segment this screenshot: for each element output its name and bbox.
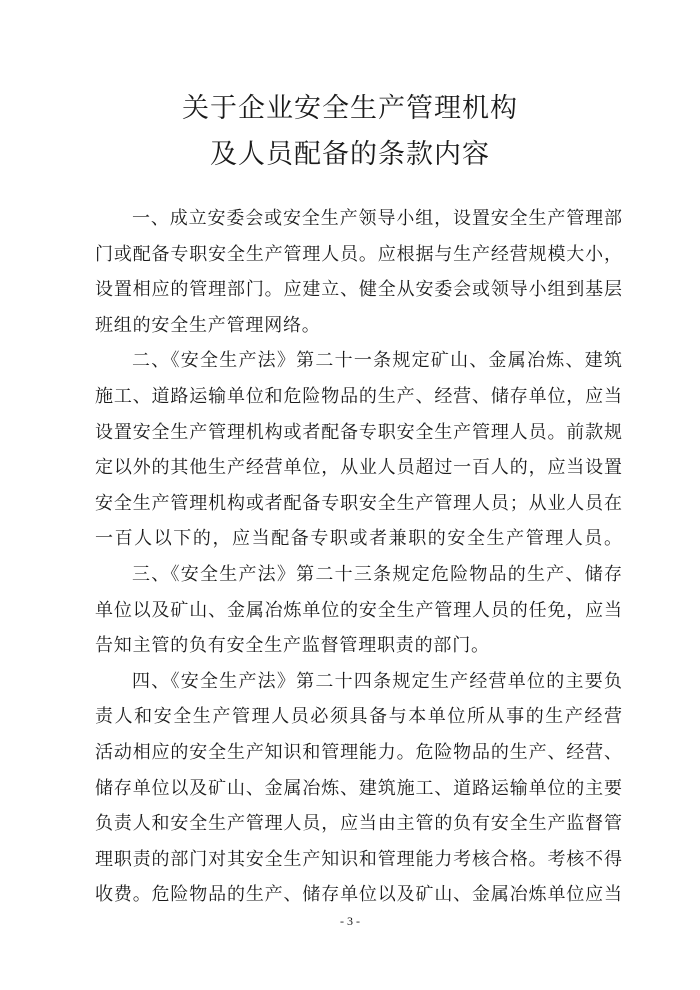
paragraph-line: 责人和安全生产管理人员必须具备与本单位所从事的生产经营 [95, 706, 622, 728]
paragraph-line: 设置相应的管理部门。应建立、健全从安委会或领导小组到基层 [95, 279, 622, 301]
paragraph-line: 施工、道路运输单位和危险物品的生产、经营、储存单位，应当 [95, 385, 622, 407]
paragraph-line: 定以外的其他生产经营单位，从业人员超过一百人的，应当设置 [95, 457, 622, 479]
paragraph [95, 557, 622, 664]
page-number: - 3 - [340, 914, 360, 928]
document-body [95, 201, 622, 913]
paragraph-line: 设置安全生产管理机构或者配备专职安全生产管理人员。前款规 [95, 421, 622, 443]
paragraph-line: 储存单位以及矿山、金属冶炼、建筑施工、道路运输单位的主要 [95, 777, 622, 799]
paragraph-line: 二、《安全生产法》第二十一条规定矿山、金属冶炼、建筑 [132, 350, 622, 372]
paragraph-line: 一百人以下的，应当配备专职或者兼职的安全生产管理人员。 [95, 528, 622, 550]
paragraph-line: 负责人和安全生产管理人员，应当由主管的负有安全生产监督管 [95, 813, 622, 835]
document-title-line-1: 关于企业安全生产管理机构 [182, 93, 518, 124]
paragraph-line: 告知主管的负有安全生产监督管理职责的部门。 [95, 635, 490, 657]
paragraph-line: 一、成立安委会或安全生产领导小组，设置安全生产管理部 [132, 208, 622, 229]
paragraph-line: 理职责的部门对其安全生产知识和管理能力考核合格。考核不得 [95, 848, 622, 870]
paragraph [95, 664, 622, 913]
paragraph-line: 班组的安全生产管理网络。 [95, 314, 321, 336]
paragraph-line: 门或配备专职安全生产管理人员。应根据与生产经营规模大小， [95, 243, 622, 265]
paragraph-line: 安全生产管理机构或者配备专职安全生产管理人员；从业人员在 [95, 492, 622, 514]
paragraph-line: 单位以及矿山、金属冶炼单位的安全生产管理人员的任免，应当 [95, 599, 622, 621]
paragraph [95, 343, 622, 557]
paragraph-line: 收费。危险物品的生产、储存单位以及矿山、金属冶炼单位应当 [95, 884, 622, 906]
paragraph [95, 201, 622, 343]
paragraph-line: 活动相应的安全生产知识和管理能力。危险物品的生产、经营、 [95, 741, 622, 763]
paragraph-line: 四、《安全生产法》第二十四条规定生产经营单位的主要负 [132, 670, 622, 692]
document-title-line-2: 及人员配备的条款内容 [210, 139, 490, 170]
paragraph-line: 三、《安全生产法》第二十三条规定危险物品的生产、储存 [132, 563, 622, 585]
